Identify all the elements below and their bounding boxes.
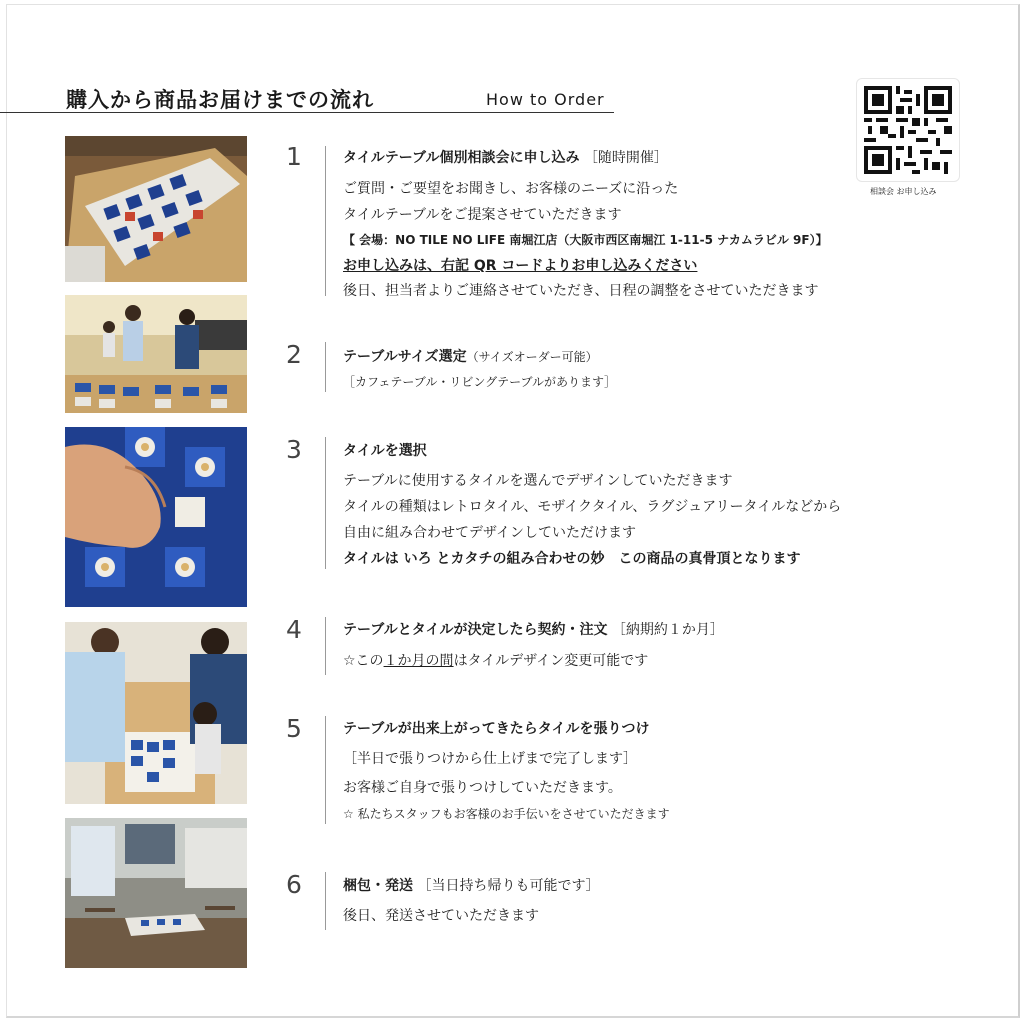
page-title: 購入から商品お届けまでの流れ <box>66 88 374 112</box>
step-2-heading: テーブルサイズ選定 <box>343 349 467 365</box>
step-6-heading: 梱包・発送 <box>343 878 413 894</box>
step-1-heading-note: ［随時開催］ <box>583 150 668 166</box>
step-2-heading-line <box>343 346 598 366</box>
step-5-heading: テーブルが出来上がってきたらタイルを張りつけ <box>343 721 650 737</box>
step-4-heading-line <box>343 619 724 639</box>
family-workshop-photo <box>65 295 247 413</box>
step-4-divider <box>325 617 326 675</box>
step-2-line-1: ［カフェテーブル・リビングテーブルがあります］ <box>343 375 617 389</box>
step-4-number: 4 <box>286 615 302 644</box>
step-5-line-1: ［半日で張りつけから仕上げまで完了します］ <box>343 751 637 767</box>
qr-code-graphic <box>864 86 952 174</box>
step-2-heading-note: （サイズオーダー可能） <box>466 350 598 364</box>
step-1-line-5: 後日、担当者よりご連絡させていただき、日程の調整をさせていただきます <box>343 283 819 299</box>
step-1-heading: タイルテーブル個別相談会に申し込み <box>343 150 580 166</box>
step-1-venue: 【 会場：NO TILE NO LIFE 南堀江店（大阪市西区南堀江 1-11-5 ナカムラビル 9F）】 <box>343 233 828 247</box>
qr-caption: 相談会 お申し込み <box>870 187 937 196</box>
step-1-qr-instruction: お申し込みは、右記 QR コードよりお申し込みください <box>343 258 698 274</box>
step-3-line-2: タイルの種類はレトロタイル、モザイクタイル、ラグジュアリータイルなどから <box>343 499 842 515</box>
step-5-divider <box>325 716 326 824</box>
step-6-number: 6 <box>286 870 302 899</box>
family-designing-photo <box>65 622 247 804</box>
step-3-heading: タイルを選択 <box>343 443 427 459</box>
step-6-divider <box>325 872 326 930</box>
step-2-divider <box>325 342 326 392</box>
step-5-line-3: ☆ 私たちスタッフもお客様のお手伝いをさせていただきます <box>343 807 670 821</box>
step-5-number: 5 <box>286 714 302 743</box>
hand-placing-tile-photo <box>65 427 247 607</box>
step-6-heading-line <box>343 875 599 895</box>
qr-code[interactable] <box>856 78 960 182</box>
step-4-heading-note: ［納期約１か月］ <box>611 622 724 638</box>
step-4-text-b: １か月の間 <box>383 653 454 669</box>
step-1-heading-line <box>343 147 668 167</box>
step-4-text-c: はタイルデザイン変更可能です <box>453 653 649 669</box>
header-rule <box>0 112 614 113</box>
step-2-number: 2 <box>286 340 302 369</box>
step-5-line-2: お客様ご自身で張りつけしていただきます。 <box>343 780 622 796</box>
step-1-divider <box>325 146 326 296</box>
step-1-line-1: ご質問・ご要望をお聞きし、お客様のニーズに沿った <box>343 181 679 197</box>
step-4-line-1 <box>343 650 648 670</box>
step-3-line-1: テーブルに使用するタイルを選んでデザインしていただきます <box>343 473 733 489</box>
step-3-line-4: タイルは いろ とカタチの組み合わせの妙 この商品の真骨頂となります <box>343 551 801 567</box>
step-1-line-2: タイルテーブルをご提案させていただきます <box>343 207 622 223</box>
step-3-number: 3 <box>286 435 302 464</box>
step-4-text-a: ☆この <box>343 653 384 669</box>
step-3-line-3: 自由に組み合わせてデザインしていただけます <box>343 525 637 541</box>
step-4-heading: テーブルとタイルが決定したら契約・注文 <box>343 622 608 638</box>
step-1-number: 1 <box>286 142 302 171</box>
step-6-line-1: 後日、発送させていただきます <box>343 908 539 924</box>
tile-table-top-photo <box>65 136 247 282</box>
cafe-interior-photo <box>65 818 247 968</box>
page-subtitle: How to Order <box>486 90 605 109</box>
step-6-heading-note: ［当日持ち帰りも可能です］ <box>417 878 600 894</box>
step-3-divider <box>325 437 326 569</box>
